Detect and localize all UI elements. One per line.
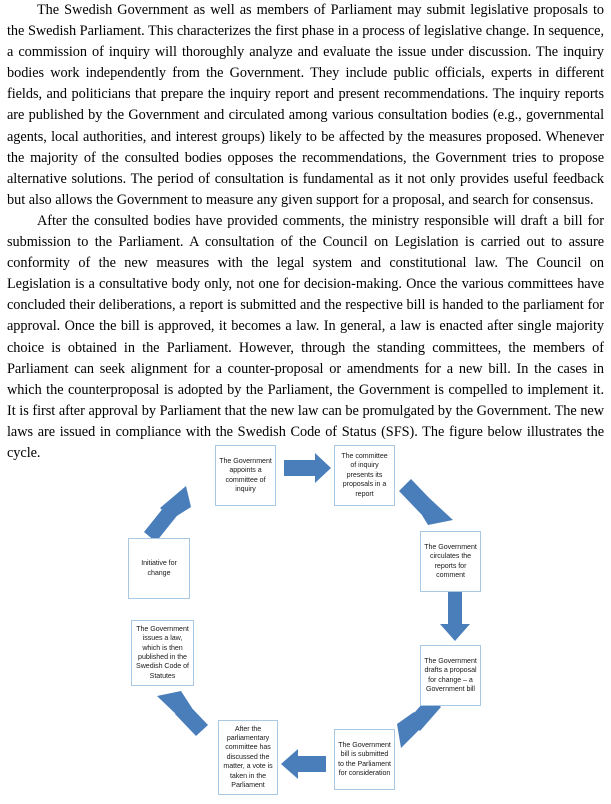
node-initiative-label: Initiative for change — [141, 559, 177, 577]
node-appoints-label: The Government appoints a committee of inquiry — [219, 456, 272, 493]
arrow-presents-to-circulates — [399, 479, 453, 525]
node-issues-law[interactable] — [131, 620, 194, 686]
node-drafts[interactable] — [420, 645, 481, 706]
paragraph-2: After the consulted bodies have provided comments, the ministry responsible will draft a bill for submission to the Parliament. A consultation of the Council on Legislation is carried out to assure conformity of the new measures with the legal system and constitutional law. The Council on Legislation is a consultative body only, not one for decision-making. Once the various committees have concluded their deliberations, a report is submitted and the respective bill is handed to the parliament for approval. Once the bill is approved, it becomes a law. In general, a law is enacted after single majority choice is obtained in the Parliament. However, through the standing committees, the members of Parliament can seek alignment for a counter-proposal or amendments for a new bill. In the cases in which the counterproposal is adopted by the Parliament, the Government is compelled to implement it. It is first after approval by Parliament that the new law can be promulgated by the Government. The new laws are issued in compliance with the Swedish Code of Status (SFS). The figure below illustrates the cycle. — [7, 212, 604, 461]
node-drafts-label: The Government drafts a proposal for change – a Government bill — [424, 656, 477, 693]
node-appoints[interactable] — [215, 445, 276, 506]
arrow-submitted-to-vote — [281, 749, 326, 779]
node-submitted-label: The Government bill is submitted to the Parliament for consideration — [338, 740, 391, 777]
node-vote[interactable] — [218, 720, 278, 795]
arrow-circulates-to-drafts — [440, 592, 470, 641]
cycle-arrows — [0, 424, 611, 804]
arrow-appoints-to-presents — [284, 453, 331, 483]
paragraph-1: The Swedish Government as well as members of Parliament may submit legislative proposals to the Swedish Parliament. This characterizes the first phase in a process of legislative change. In sequence, a commission of inquiry will thoroughly analyze and evaluate the issue under discussion. The inquiry bodies work independently from the Government. They include public officials, experts in different fields, and politicians that prepare the inquiry report and present recommendations. The inquiry reports are published by the Government and circulated among various consultation bodies (e.g., governmental agents, local authorities, and interest groups) likely to be affected by the measures proposed. Whenever the majority of the consulted bodies opposes the recommendations, the Government tries to propose alternative solutions. The period of consultation is fundamental as it not only provides useful feedback but also allows the Government to measure any given support for a proposal, and search for consensus. — [7, 2, 604, 208]
node-initiative[interactable] — [128, 538, 190, 599]
arrow-initiative-to-appoints — [144, 486, 191, 542]
node-circulates-label: The Government circulates the reports for comment — [424, 542, 477, 579]
node-submitted[interactable] — [334, 729, 395, 790]
document-body — [7, 0, 604, 464]
node-presents-label: The committee of inquiry presents its proposals in a report — [341, 451, 388, 498]
arrow-vote-to-issues-law — [157, 691, 208, 736]
node-vote-label: After the parliamentary committee has discussed the matter, a vote is taken in the Parliament — [223, 724, 273, 790]
node-circulates[interactable] — [420, 531, 481, 592]
legislative-cycle-figure — [0, 424, 611, 804]
node-issues-law-label: The Government issues a law, which is then published in the Swedish Code of Statutes — [136, 624, 189, 680]
node-presents[interactable] — [334, 445, 395, 506]
